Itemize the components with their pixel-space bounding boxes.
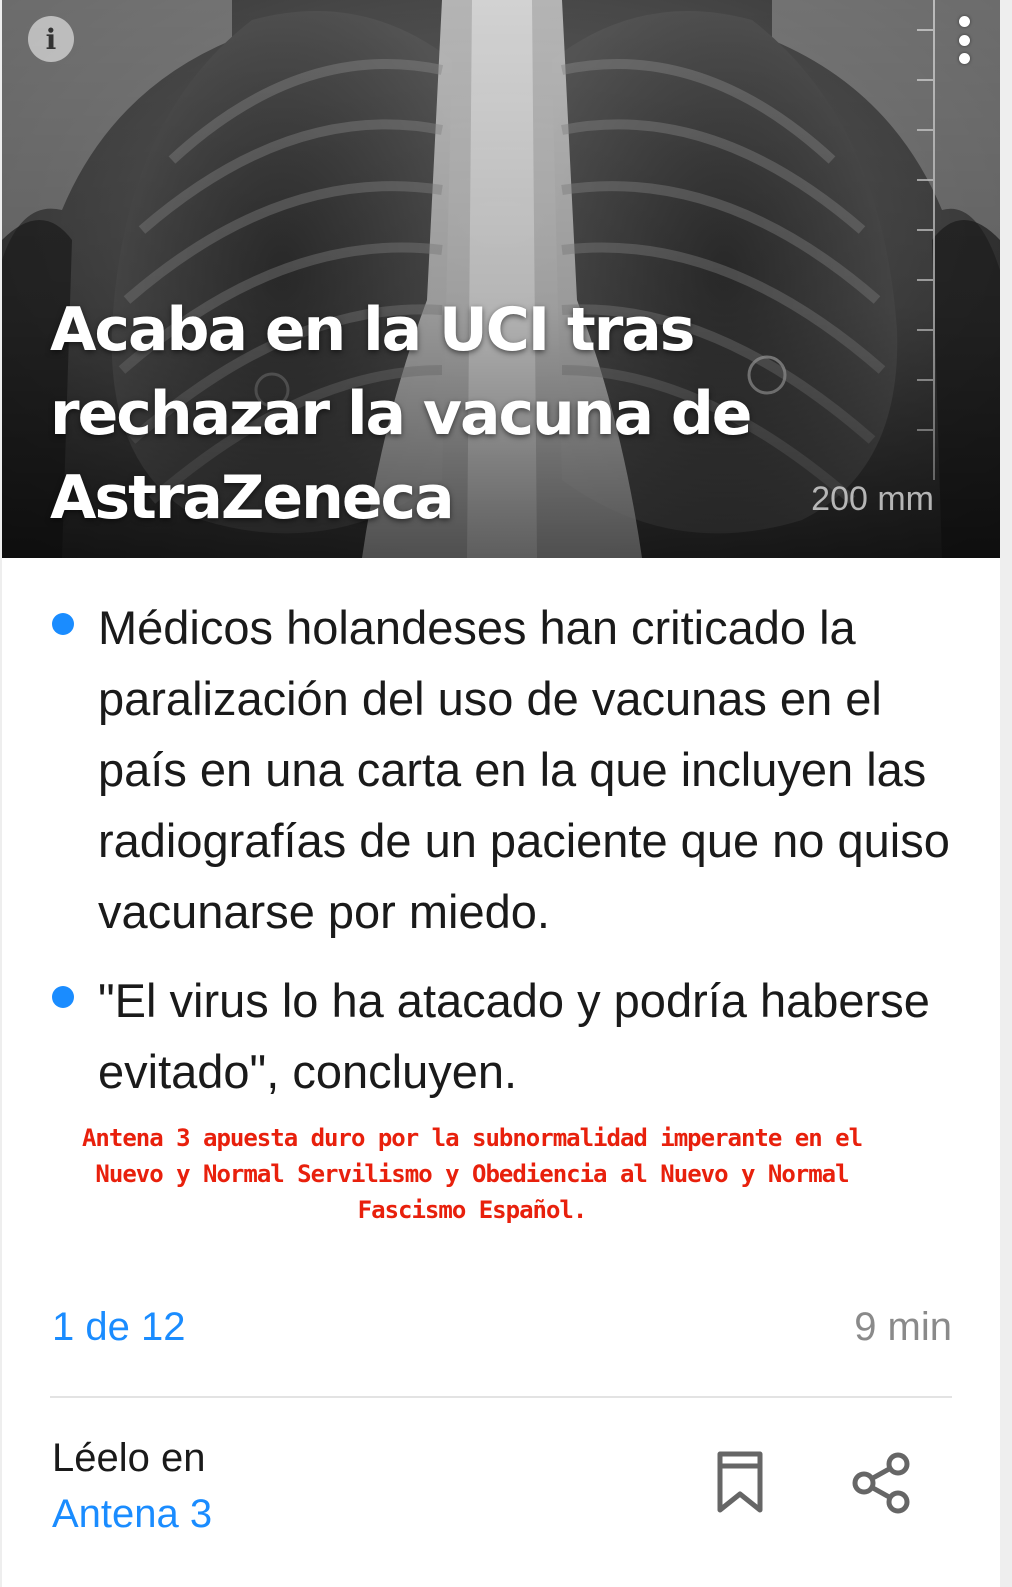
info-button[interactable] — [28, 16, 74, 62]
bookmark-button[interactable] — [712, 1450, 768, 1516]
xray-scale-label: 200 mm — [811, 480, 934, 518]
bullet-dot-icon — [52, 613, 74, 635]
article-headline[interactable]: Acaba en la UCI tras rechazar la vacuna de AstraZeneca — [50, 295, 751, 533]
summary-bullet — [2, 965, 1000, 1107]
source-link[interactable]: Antena 3 — [52, 1492, 213, 1536]
bullet-dot-icon — [52, 986, 74, 1008]
story-card — [2, 0, 1000, 1587]
more-vert-icon-dot — [959, 35, 970, 46]
more-vert-icon-dot — [959, 53, 970, 64]
more-vert-icon — [959, 16, 970, 27]
summary-bullet-text: "El virus lo ha atacado y podría haberse evitado", concluyen. — [98, 974, 930, 1098]
divider — [50, 1396, 952, 1398]
summary-bullet-text: Médicos holandeses han criticado la paralización del uso de vacunas en el país en una carta en la que incluyen las radiografías de un paciente que no quiso vacunarse por miedo. — [98, 601, 950, 938]
red-annotation: Antena 3 apuesta duro por la subnormalidad imperante en el Nuevo y Normal Servilismo y Obediencia al Nuevo y Normal Fascismo Español. — [81, 1124, 863, 1224]
bookmark-icon — [712, 1450, 768, 1516]
summary-bullet — [2, 592, 1000, 947]
share-icon — [848, 1450, 914, 1516]
hero-image[interactable] — [2, 0, 1000, 558]
share-button[interactable] — [848, 1450, 914, 1516]
summary-bullets — [2, 592, 1000, 1125]
more-options-button[interactable] — [946, 12, 982, 68]
info-icon: i — [45, 22, 57, 56]
read-time: 9 min — [854, 1305, 952, 1349]
story-counter: 1 de 12 — [52, 1305, 186, 1349]
read-in-label: Léelo en — [52, 1436, 206, 1480]
